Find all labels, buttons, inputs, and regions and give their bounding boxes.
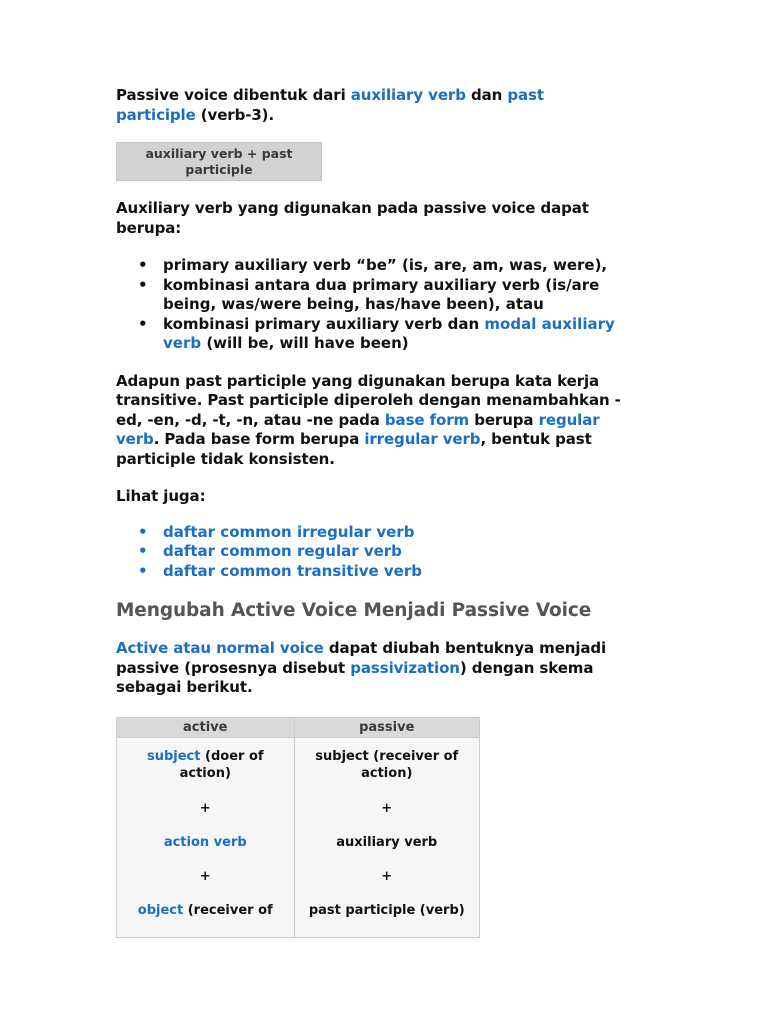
list-item xyxy=(116,562,646,582)
regular-verb-link-part1[interactable]: regular xyxy=(538,410,600,429)
table-row xyxy=(117,782,480,817)
active-subject-cell: subject (doer of action) xyxy=(117,737,295,782)
modal-auxiliary-link-part1[interactable]: modal auxiliary xyxy=(484,314,615,333)
formula-line-1: auxiliary verb + past xyxy=(145,146,293,161)
active-object-cell: object (receiver of xyxy=(117,885,295,938)
list-item: • kombinasi primary auxiliary verb dan modal auxiliary verb (will be, will have been) xyxy=(138,314,615,352)
irregular-verb-list-link[interactable]: daftar common irregular verb xyxy=(163,522,415,541)
bullet-icon: • xyxy=(138,314,148,333)
irregular-verb-link[interactable]: irregular verb xyxy=(364,430,481,448)
past-participle-paragraph: Adapun past participle yang digunakan berupa kata kerja transitive. Past participle diperoleh dengan menambahkan - ed, -en, -d, -t, -n, atau -ne pada base form berupa regular verb. Pada base form berupa irregular verb, bentuk past participle tidak konsisten. xyxy=(116,371,621,468)
list-item: • primary auxiliary verb “be” (is, are, am, was, were), xyxy=(138,256,608,274)
active-voice-link[interactable]: Active atau normal voice xyxy=(116,639,324,657)
see-also-label: Lihat juga: xyxy=(116,487,206,505)
article-content xyxy=(116,86,646,938)
subject-link[interactable]: subject xyxy=(146,748,201,764)
plus-cell: + xyxy=(117,851,295,885)
base-form-link[interactable]: base form xyxy=(384,410,470,429)
auxiliary-verb-link[interactable]: auxiliary verb xyxy=(350,86,466,104)
formula-box xyxy=(116,142,322,181)
formula-line-2: participle xyxy=(185,162,253,177)
list-item xyxy=(116,542,646,562)
past-participle-link-part1[interactable]: past xyxy=(507,86,544,104)
action-verb-link[interactable]: action verb xyxy=(163,834,247,850)
passive-pp-cell: past participle (verb) xyxy=(294,885,479,938)
passive-subject-cell: subject (receiver of action) xyxy=(294,737,479,782)
table-row xyxy=(117,817,480,851)
table-row xyxy=(117,737,480,782)
bullet-icon: • xyxy=(138,522,148,541)
column-header-passive: passive xyxy=(294,717,479,737)
table-row xyxy=(117,885,480,938)
bullet-icon: • xyxy=(138,275,148,294)
section-heading: Mengubah Active Voice Menjadi Passive Voice xyxy=(116,600,592,621)
passivization-link[interactable]: passivization xyxy=(350,658,460,677)
voice-schema-table xyxy=(116,717,480,938)
modal-auxiliary-link-part2[interactable]: verb xyxy=(163,334,202,352)
transitive-verb-list-link[interactable]: daftar common transitive verb xyxy=(163,561,422,580)
plus-cell: + xyxy=(294,851,479,885)
regular-verb-link-part2[interactable]: verb xyxy=(116,430,154,448)
active-voice-paragraph: Active atau normal voice dapat diubah bentuknya menjadi passive (prosesnya disebut passivization) dengan skema sebagai berikut. xyxy=(116,639,607,696)
regular-verb-list-link[interactable]: daftar common regular verb xyxy=(163,542,402,560)
column-header-active: active xyxy=(117,717,295,737)
object-link[interactable]: object xyxy=(137,902,184,918)
bullet-icon: • xyxy=(138,256,148,274)
plus-cell: + xyxy=(117,782,295,817)
bullet-icon: • xyxy=(138,561,148,580)
list-item xyxy=(116,523,646,543)
plus-cell: + xyxy=(294,782,479,817)
past-participle-link-part2[interactable]: participle xyxy=(116,105,196,124)
auxiliary-paragraph: Auxiliary verb yang digunakan pada passive voice dapat berupa: xyxy=(116,199,589,237)
active-verb-cell xyxy=(117,817,295,851)
intro-paragraph: Passive voice dibentuk dari auxiliary verb dan past participle (verb-3). xyxy=(116,86,544,124)
bullet-icon: • xyxy=(138,542,148,560)
auxiliary-list xyxy=(116,256,646,354)
table-row xyxy=(117,851,480,885)
see-also-list xyxy=(116,523,646,582)
table-header-row xyxy=(117,717,480,737)
list-item: • kombinasi antara dua primary auxiliary verb (is/are being, was/were being, has/have been), atau xyxy=(138,275,600,313)
passive-aux-cell: auxiliary verb xyxy=(294,817,479,851)
